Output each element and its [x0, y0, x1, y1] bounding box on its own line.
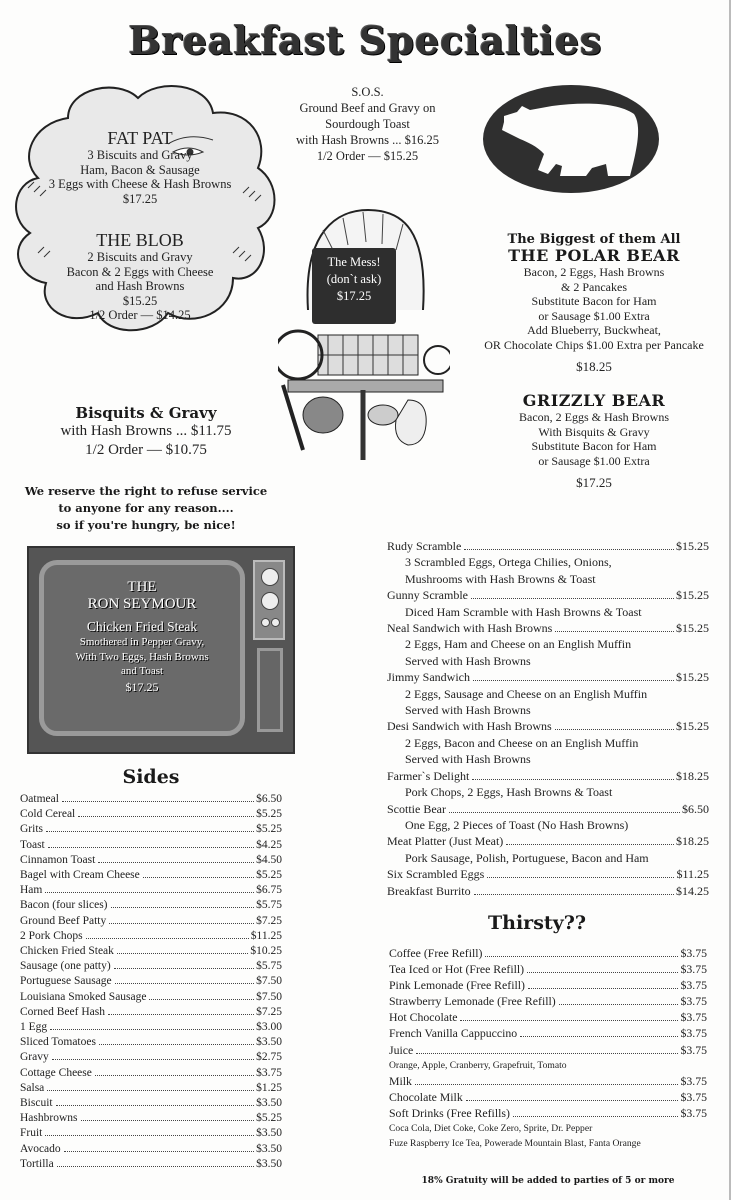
item-price: $3.00 — [256, 1021, 282, 1034]
item-price: $5.25 — [256, 808, 282, 821]
special-description: Diced Ham Scramble with Hash Browns & Toast — [405, 604, 642, 619]
drink-item — [389, 945, 707, 961]
item-price: $3.75 — [256, 1066, 282, 1079]
dot-leader — [111, 907, 255, 908]
special-item — [387, 801, 709, 817]
special-item — [387, 718, 709, 734]
item-name: Farmer`s Delight — [387, 768, 470, 783]
dot-leader — [520, 1036, 678, 1037]
special-description: Served with Hash Browns — [405, 703, 531, 718]
grizzly-bear-special: GRIZZLY BEAR Bacon, 2 Eggs & Hash Browns With Bisquits & Gravy Substitute Bacon for Ham or Sausage $1.00 Extra $17.25 — [519, 391, 669, 490]
dot-leader — [98, 862, 254, 863]
dot-leader — [78, 816, 254, 817]
item-price: $3.50 — [256, 1157, 282, 1170]
item-name: Cinnamon Toast — [20, 853, 96, 866]
side-item — [20, 929, 282, 944]
drink-item — [389, 1042, 707, 1058]
item-name: Hashbrowns — [20, 1112, 78, 1125]
special-item — [387, 883, 709, 899]
item-name: Scottie Bear — [387, 801, 446, 816]
item-price: $11.25 — [250, 929, 282, 942]
item-price: $3.50 — [256, 1142, 282, 1155]
item-name: Salsa — [20, 1081, 45, 1094]
dot-leader — [449, 812, 680, 813]
item-name: Neal Sandwich with Hash Browns — [387, 621, 553, 636]
dot-leader — [460, 1020, 678, 1021]
item-price: $15.25 — [676, 621, 709, 636]
item-price: $3.75 — [680, 962, 707, 977]
item-name: Soft Drinks (Free Refills) — [389, 1105, 510, 1120]
the-mess-special: The Mess! (don`t ask) $17.25 — [312, 248, 396, 324]
special-description: Pork Sausage, Polish, Portuguese, Bacon and Ham — [405, 850, 649, 865]
side-item — [20, 974, 282, 989]
item-price: $18.25 — [676, 834, 709, 849]
side-item — [20, 1081, 282, 1096]
item-price: $7.25 — [256, 1005, 282, 1018]
item-price: $6.50 — [256, 793, 282, 805]
item-price: $5.25 — [256, 869, 282, 882]
item-price: $4.50 — [256, 853, 282, 866]
item-price: $7.50 — [256, 975, 282, 988]
item-name: Ground Beef Patty — [20, 914, 107, 927]
special-description: Served with Hash Browns — [405, 653, 531, 668]
item-price: $3.75 — [680, 978, 707, 993]
side-item — [20, 838, 282, 853]
item-price: $3.75 — [680, 1105, 707, 1120]
drink-item — [389, 1105, 707, 1121]
dot-leader — [57, 1166, 254, 1167]
item-price: $2.75 — [256, 1051, 282, 1064]
special-item — [387, 538, 709, 554]
dot-leader — [95, 1075, 254, 1076]
bisquits-gravy-special: Bisquits & Gravy with Hash Browns ... $11.75 1/2 Order — $10.75 — [60, 404, 232, 458]
item-price: $3.50 — [256, 1127, 282, 1140]
side-item — [20, 1157, 282, 1172]
dot-leader — [117, 953, 248, 954]
item-name: Gravy — [20, 1051, 49, 1064]
dot-leader — [143, 877, 254, 878]
side-item — [20, 807, 282, 822]
side-item — [20, 853, 282, 868]
special-description: One Egg, 2 Pieces of Toast (No Hash Browns) — [405, 817, 629, 832]
dot-leader — [485, 956, 678, 957]
dot-leader — [47, 1090, 254, 1091]
item-name: Toast — [20, 838, 45, 851]
item-name: Tea Iced or Hot (Free Refill) — [389, 962, 525, 977]
special-item — [387, 833, 709, 849]
dot-leader — [474, 894, 674, 895]
tv-knob-icon — [261, 568, 279, 586]
dot-leader — [62, 801, 254, 802]
specials-list — [387, 538, 709, 899]
item-name: Fruit — [20, 1127, 43, 1140]
item-price: $3.75 — [680, 1042, 707, 1057]
item-price: $7.25 — [256, 914, 282, 927]
drink-item — [389, 977, 707, 993]
the-blob-special: THE BLOB 2 Biscuits and Gravy Bacon & 2 Eggs with Cheese and Hash Browns $15.25 1/2 Order — $14.25 — [66, 230, 214, 322]
item-name: Six Scrambled Eggs — [387, 867, 485, 882]
special-description: 2 Eggs, Sausage and Cheese on an English Muffin — [405, 686, 648, 701]
item-name: Milk — [389, 1073, 412, 1088]
dot-leader — [50, 1029, 254, 1030]
item-name: Pink Lemonade (Free Refill) — [389, 978, 525, 993]
item-name: Biscuit — [20, 1097, 53, 1110]
tv-button-icon — [271, 618, 280, 627]
item-name: Sliced Tomatoes — [20, 1036, 96, 1049]
side-item — [20, 990, 282, 1005]
item-name: Grits — [20, 823, 43, 836]
reserve-notice: We reserve the right to refuse service to anyone for any reason.... so if you're hungry, be nice! — [24, 484, 268, 532]
side-item — [20, 914, 282, 929]
item-name: Cottage Cheese — [20, 1066, 92, 1079]
dot-leader — [81, 1120, 255, 1121]
special-item — [387, 768, 709, 784]
drink-note: Fuze Raspberry Ice Tea, Powerade Mountain Blast, Fanta Orange — [389, 1137, 641, 1149]
special-description: Served with Hash Browns — [405, 752, 531, 767]
item-price: $15.25 — [676, 539, 709, 553]
item-price: $5.75 — [256, 960, 282, 973]
tv-knob-icon — [261, 592, 279, 610]
side-item — [20, 822, 282, 837]
tv-button-icon — [261, 618, 270, 627]
special-description: Pork Chops, 2 Eggs, Hash Browns & Toast — [405, 785, 613, 800]
special-description: Mushrooms with Hash Browns & Toast — [405, 571, 596, 586]
dot-leader — [527, 972, 678, 973]
item-name: Bagel with Cream Cheese — [20, 869, 140, 882]
item-price: $1.25 — [256, 1081, 282, 1094]
drink-item — [389, 1089, 707, 1105]
dot-leader — [555, 729, 674, 730]
side-item — [20, 1096, 282, 1111]
drink-item — [389, 1009, 707, 1025]
drink-item — [389, 1073, 707, 1089]
item-price: $3.75 — [680, 994, 707, 1009]
item-name: Desi Sandwich with Hash Browns — [387, 719, 552, 734]
item-price: $5.25 — [256, 823, 282, 836]
gratuity-notice: 18% Gratuity will be added to parties of 5 or more — [421, 1176, 675, 1186]
drinks-heading: Thirsty?? — [488, 912, 586, 934]
item-price: $7.50 — [256, 990, 282, 1003]
special-description: 2 Eggs, Bacon and Cheese on an English Muffin — [405, 735, 639, 750]
page-title: Breakfast Specialties — [128, 18, 603, 63]
dot-leader — [506, 844, 674, 845]
item-price: $3.75 — [680, 1073, 707, 1088]
item-price: $3.75 — [680, 1089, 707, 1104]
item-price: $4.25 — [256, 838, 282, 851]
sides-list — [20, 792, 282, 1172]
sos-special: S.O.S. Ground Beef and Gravy on Sourdough Toast with Hash Browns ... $16.25 1/2 Order — $15.25 — [295, 85, 440, 163]
side-item — [20, 868, 282, 883]
side-item — [20, 1050, 282, 1065]
special-item — [387, 620, 709, 636]
drink-note: Orange, Apple, Cranberry, Grapefruit, Tomato — [389, 1059, 567, 1071]
dot-leader — [513, 1116, 679, 1117]
side-item — [20, 883, 282, 898]
item-price: $10.25 — [250, 945, 282, 958]
dot-leader — [473, 680, 674, 681]
item-name: Hot Chocolate — [389, 1010, 458, 1025]
dot-leader — [415, 1084, 679, 1085]
dot-leader — [115, 983, 254, 984]
item-name: Ham — [20, 884, 43, 897]
side-item — [20, 944, 282, 959]
dot-leader — [56, 1105, 255, 1106]
item-price: $6.50 — [682, 801, 709, 816]
fat-pat-special: FAT PAT 3 Biscuits and Gravy Ham, Bacon & Sausage 3 Eggs with Cheese & Hash Browns $17.25 — [48, 128, 232, 206]
dot-leader — [64, 1151, 254, 1152]
item-price: $3.75 — [680, 1010, 707, 1025]
drink-item — [389, 993, 707, 1009]
dot-leader — [559, 1004, 679, 1005]
dot-leader — [48, 847, 254, 848]
polar-bear-special: The Biggest of them All THE POLAR BEAR Bacon, 2 Eggs, Hash Browns & 2 Pancakes Substitute Bacon for Ham or Sausage $1.00 Extra Add Blueberry, Buckwheat, OR Chocolate Chips $1.00 Extra per Pancake $18.25 — [484, 232, 704, 374]
side-item — [20, 1111, 282, 1126]
side-item — [20, 1005, 282, 1020]
item-name: Meat Platter (Just Meat) — [387, 834, 504, 849]
item-price: $6.75 — [256, 884, 282, 897]
side-item — [20, 1020, 282, 1035]
item-name: Avocado — [20, 1142, 61, 1155]
item-name: Chocolate Milk — [389, 1089, 463, 1104]
dot-leader — [45, 892, 254, 893]
dot-leader — [45, 1135, 254, 1136]
dot-leader — [472, 779, 674, 780]
side-item — [20, 959, 282, 974]
item-price: $3.75 — [680, 1026, 707, 1041]
dot-leader — [471, 598, 674, 599]
special-description: 2 Eggs, Ham and Cheese on an English Muffin — [405, 637, 632, 652]
side-item — [20, 1142, 282, 1157]
item-price: $3.50 — [256, 1036, 282, 1049]
drink-note: Coca Cola, Diet Coke, Coke Zero, Sprite, Dr. Pepper — [389, 1122, 593, 1134]
dot-leader — [555, 631, 674, 632]
item-name: Corned Beef Hash — [20, 1005, 105, 1018]
dot-leader — [416, 1053, 678, 1054]
tv-control-panel — [253, 560, 285, 640]
item-name: Jimmy Sandwich — [387, 670, 470, 685]
dot-leader — [99, 1044, 254, 1045]
special-description: 3 Scrambled Eggs, Ortega Chilies, Onions, — [405, 555, 612, 570]
item-name: Rudy Scramble — [387, 539, 462, 553]
item-name: Louisiana Smoked Sausage — [20, 990, 147, 1003]
drink-item — [389, 1025, 707, 1041]
item-name: Cold Cereal — [20, 808, 76, 821]
special-item — [387, 587, 709, 603]
item-name: French Vanilla Cappuccino — [389, 1026, 518, 1041]
side-item — [20, 1035, 282, 1050]
side-item — [20, 1126, 282, 1141]
dot-leader — [114, 968, 254, 969]
special-item — [387, 669, 709, 685]
item-price: $3.50 — [256, 1097, 282, 1110]
dot-leader — [528, 988, 679, 989]
dot-leader — [46, 831, 254, 832]
dot-leader — [464, 549, 674, 550]
item-name: Sausage (one patty) — [20, 960, 111, 973]
tv-speaker-grille — [257, 648, 283, 732]
item-name: Chicken Fried Steak — [20, 945, 114, 958]
sides-heading: Sides — [122, 766, 180, 788]
chuck-wagon-illustration — [278, 190, 450, 460]
item-name: Juice — [389, 1042, 414, 1057]
dot-leader — [108, 1014, 254, 1015]
item-price: $3.75 — [680, 946, 707, 960]
dot-leader — [466, 1100, 679, 1101]
item-price: $15.25 — [676, 670, 709, 685]
item-price: $5.75 — [256, 899, 282, 912]
item-price: $15.25 — [676, 719, 709, 734]
side-item — [20, 898, 282, 913]
item-price: $11.25 — [676, 867, 709, 882]
tv-illustration — [27, 546, 295, 754]
drink-item — [389, 961, 707, 977]
drinks-list — [389, 945, 707, 1151]
item-name: Gunny Scramble — [387, 588, 468, 603]
item-name: Tortilla — [20, 1157, 54, 1170]
dot-leader — [109, 923, 254, 924]
special-item — [387, 866, 709, 882]
item-price: $14.25 — [676, 883, 709, 898]
item-price: $18.25 — [676, 768, 709, 783]
ron-seymour-special: THE RON SEYMOUR Chicken Fried Steak Smothered in Pepper Gravy, With Two Eggs, Hash Browns and Toast $17.25 — [39, 560, 245, 736]
dot-leader — [487, 877, 674, 878]
side-item — [20, 792, 282, 807]
item-name: Coffee (Free Refill) — [389, 946, 483, 960]
item-name: Strawberry Lemonade (Free Refill) — [389, 994, 556, 1009]
item-name: Breakfast Burrito — [387, 883, 471, 898]
item-name: 2 Pork Chops — [20, 929, 83, 942]
side-item — [20, 1066, 282, 1081]
dot-leader — [86, 938, 249, 939]
polar-bear-icon — [482, 84, 660, 194]
item-name: Bacon (four slices) — [20, 899, 108, 912]
item-price: $5.25 — [256, 1112, 282, 1125]
dot-leader — [149, 999, 254, 1000]
item-name: Portuguese Sausage — [20, 975, 112, 988]
item-name: 1 Egg — [20, 1021, 48, 1034]
item-name: Oatmeal — [20, 793, 59, 805]
item-price: $15.25 — [676, 588, 709, 603]
dot-leader — [52, 1059, 254, 1060]
